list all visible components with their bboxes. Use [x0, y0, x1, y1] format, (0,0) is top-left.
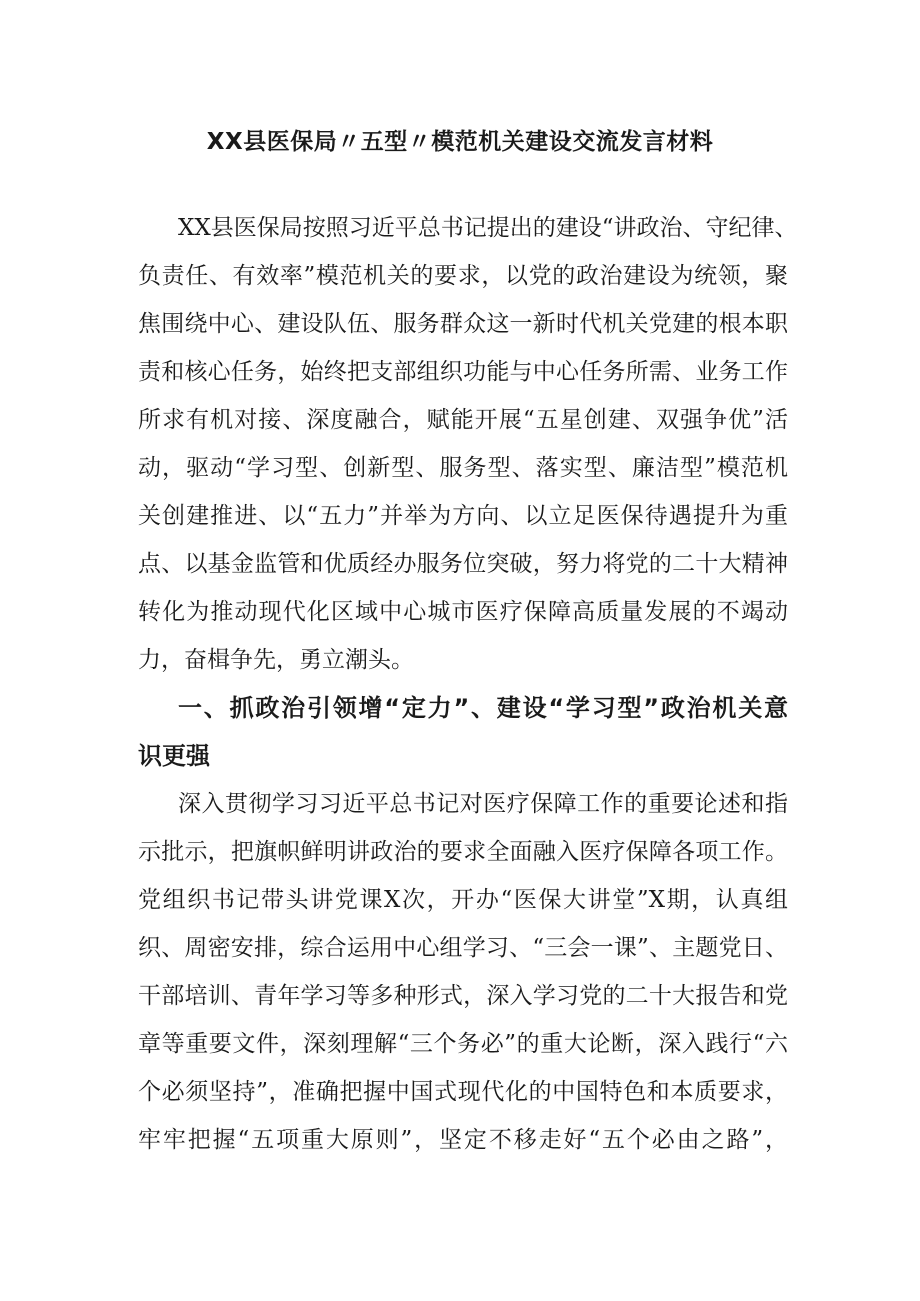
section-body-line: 党组织书记带头讲党课X次，开办“医保大讲堂”X期，认真组 — [138, 887, 788, 913]
intro-line: 转化为推动现代化区域中心城市医疗保障高质量发展的不竭动 — [138, 599, 788, 625]
intro-line: 所求有机对接、深度融合，赋能开展“五星创建、双强争优”活 — [138, 407, 788, 433]
intro-line: 关创建推进、以“五力”并举为方向、以立足医保待遇提升为重 — [138, 503, 788, 529]
intro-line: 点、以基金监管和优质经办服务位突破，努力将党的二十大精神 — [138, 551, 788, 577]
intro-line: 力，奋楫争先，勇立潮头。 — [138, 647, 414, 673]
section-body-line: 织、周密安排，综合运用中心组学习、“三会一课”、主题党日、 — [138, 935, 788, 961]
section-body-line: 示批示，把旗帜鲜明讲政治的要求全面融入医疗保障各项工作。 — [138, 839, 788, 865]
intro-line: 焦围绕中心、建设队伍、服务群众这一新时代机关党建的根本职 — [138, 311, 788, 337]
intro-line: 动，驱动“学习型、创新型、服务型、落实型、廉洁型”模范机 — [138, 455, 788, 481]
section-body-line: 个必须坚持”，准确把握中国式现代化的中国特色和本质要求， — [138, 1079, 788, 1105]
section-heading: 一、抓政治引领增“定力”、建设“学习型”政治机关意 — [178, 694, 788, 722]
intro-line: 责和核心任务，始终把支部组织功能与中心任务所需、业务工作 — [138, 359, 788, 385]
intro-line: XX县医保局按照习近平总书记提出的建设“讲政治、守纪律、 — [178, 215, 798, 241]
intro-line: 负责任、有效率”模范机关的要求，以党的政治建设为统领，聚 — [138, 263, 788, 289]
section-body-line: 深入贯彻学习习近平总书记对医疗保障工作的重要论述和指 — [178, 791, 788, 817]
section-body-line: 章等重要文件，深刻理解“三个务必”的重大论断，深入践行“六 — [138, 1031, 788, 1057]
section-heading: 识更强 — [138, 742, 210, 770]
section-body-line: 牢牢把握“五项重大原则”，坚定不移走好“五个必由之路”， — [138, 1127, 788, 1153]
document-title: XX县医保局〃五型〃模范机关建设交流发言材料 — [206, 129, 714, 155]
section-body-line: 干部培训、青年学习等多种形式，深入学习党的二十大报告和党 — [138, 983, 788, 1009]
